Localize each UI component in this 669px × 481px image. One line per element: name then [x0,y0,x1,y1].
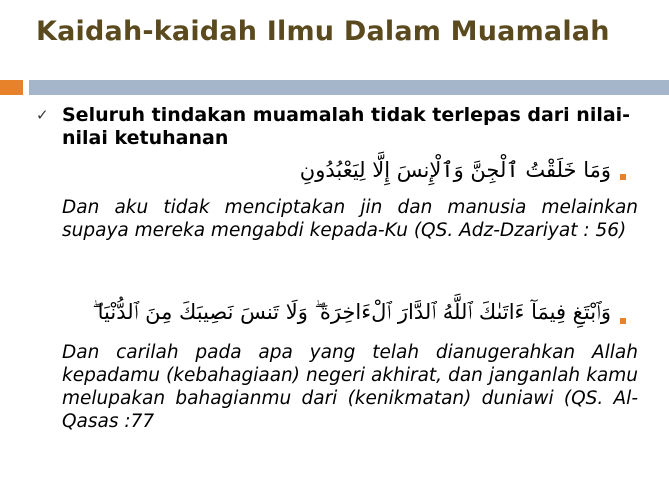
verse-2-translation: Dan carilah pada apa yang telah dianugerahkan Allah kepadamu (kebahagiaan) negeri akhirat, dan janganlah kamu melupakan bahagianmu dari (kenikmatan) duniawi (QS. Al-Qasas :77 [62,342,638,432]
verse-1-arabic: وَمَا خَلَقْتُ ٱلْجِنَّ وَٱلْإِنسَ إِلَّا لِيَعْبُدُونِ [299,158,611,182]
accent-bar [0,80,23,95]
bullet-icon [620,174,626,180]
title-underline-bar [29,80,669,95]
verse-1-translation: Dan aku tidak menciptakan jin dan manusia melainkan supaya mereka mengabdi kepada-Ku (QS. Adz-Dzariyat : 56) [62,197,638,241]
verse-2-arabic: وَٱبْتَغِ فِيمَآ ءَاتَىٰكَ ٱللَّهُ ٱلدَّارَ ٱلْءَاخِرَةَ ۖ وَلَا تَنسَ نَصِيبَكَ مِنَ ٱلدُّنْيَا ۖ [92,300,611,324]
bullet-icon [620,318,626,324]
slide-title: Kaidah-kaidah Ilmu Dalam Muamalah [36,16,610,47]
main-point-text: Seluruh tindakan muamalah tidak terlepas dari nilai-nilai ketuhanan [62,104,631,149]
checkmark-icon: ✓ [36,106,49,124]
